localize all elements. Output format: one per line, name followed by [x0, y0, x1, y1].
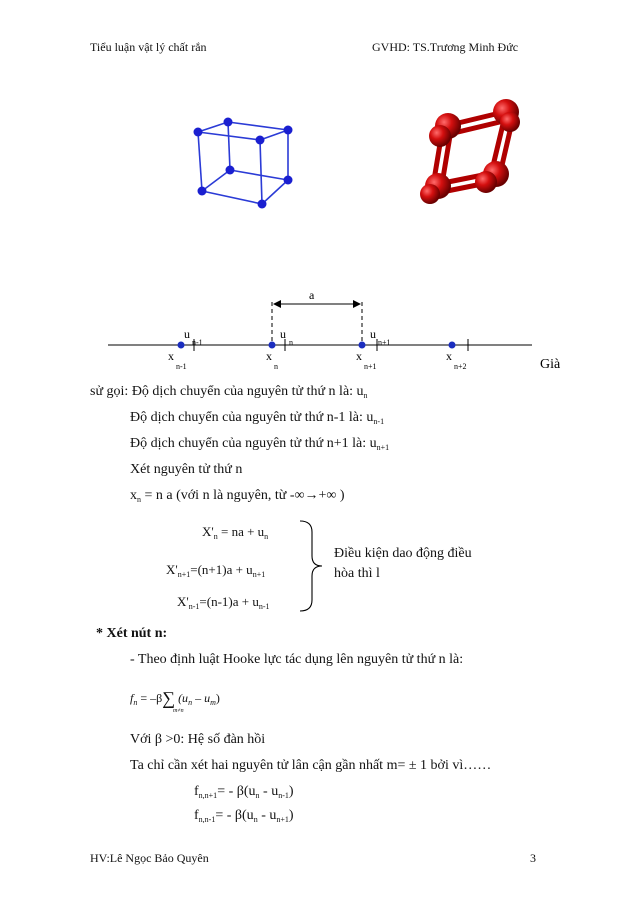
text-line-1: sử gọi: Độ dịch chuyển của nguyên tử thứ n là: $u_n$ — [90, 384, 368, 400]
equation-1: $X'_n$ = na + $u_n$ — [202, 524, 269, 541]
u-label: u — [370, 327, 376, 341]
x-label: x — [168, 349, 174, 363]
atom-dot — [224, 118, 233, 127]
u-label: u — [280, 327, 286, 341]
x-sub: n — [274, 362, 278, 371]
brace-note-line-1: Điều kiện dao động điều — [334, 546, 472, 561]
header-left: Tiểu luận vật lý chất rắn — [90, 40, 207, 54]
x-sub: n-1 — [176, 362, 187, 371]
cubic-lattice-figure — [180, 100, 310, 215]
atom-ball — [420, 184, 440, 204]
chain-atom — [449, 342, 456, 349]
neighbors-text: Ta chỉ cần xét hai nguyên tử lân cận gần nhất m= ± 1 bởi vì…… — [130, 758, 492, 773]
force-equation-2: $f_{n,n-1}= - \beta(u_n - u_{n+1})$ — [194, 808, 294, 824]
u-sub: n — [289, 338, 293, 347]
hooke-law-text: - Theo định luật Hooke lực tác dụng lên nguyên tử thứ n là: — [130, 652, 464, 667]
molecule-figure — [412, 92, 532, 212]
atom-dot — [284, 126, 293, 135]
page-number: 3 — [530, 851, 536, 865]
chain-atom — [178, 342, 185, 349]
x-label: x — [446, 349, 452, 363]
right-brace — [296, 518, 326, 614]
force-equation-1: $f_{n,n+1}= - \beta(u_n - u_{n-1})$ — [194, 784, 294, 800]
atom-dot — [258, 200, 267, 209]
atom-dot — [284, 176, 293, 185]
section-heading: * Xét nút n: — [96, 626, 168, 641]
u-label: u — [184, 327, 190, 341]
u-sub: n+1 — [378, 338, 391, 347]
spacing-label: a — [309, 288, 315, 302]
atom-dot — [256, 136, 265, 145]
text-line-4: Xét nguyên tử thứ n — [130, 462, 243, 477]
header-right: GVHD: TS.Trương Minh Đức — [372, 40, 519, 54]
atom-dot — [198, 187, 207, 196]
equation-3: $X'_{n-1}=(n-1)a + u_{n-1}$ — [177, 594, 270, 611]
axis-tail-text: Già — [540, 357, 561, 372]
atom-ball — [500, 112, 520, 132]
x-sub: n+1 — [364, 362, 377, 371]
footer-author: HV:Lê Ngọc Bảo Quyên — [90, 851, 209, 865]
x-label: x — [266, 349, 272, 363]
equation-2: $X'_{n+1}=(n+1)a + u_{n+1}$ — [166, 562, 266, 579]
x-sub: n+2 — [454, 362, 467, 371]
force-formula: $f_n = -\beta\sum$ $(u_n - u_m)$ — [130, 688, 220, 708]
text-line-5: $x_n = n$ a (với n là nguyên, từ -∞→+∞ ) — [130, 488, 345, 504]
text-line-2: Độ dịch chuyển của nguyên tử thứ n-1 là: $u_{n-1}$ — [130, 410, 385, 426]
atom-ball — [475, 171, 497, 193]
chain-atom — [269, 342, 276, 349]
chain-atom — [359, 342, 366, 349]
beta-description: Với β >0: Hệ số đàn hồi — [130, 732, 266, 747]
atom-dot — [226, 166, 235, 175]
x-label: x — [356, 349, 362, 363]
atom-ball — [429, 125, 451, 147]
u-sub: n-1 — [192, 338, 203, 347]
atom-dot — [194, 128, 203, 137]
text-line-3: Độ dịch chuyển của nguyên tử thứ n+1 là: $u_{n+1}$ — [130, 436, 390, 452]
sigma-subscript: m≠n — [173, 708, 184, 714]
brace-note-line-2: hòa thì l — [334, 566, 380, 581]
chain-displacement-diagram — [100, 285, 580, 385]
